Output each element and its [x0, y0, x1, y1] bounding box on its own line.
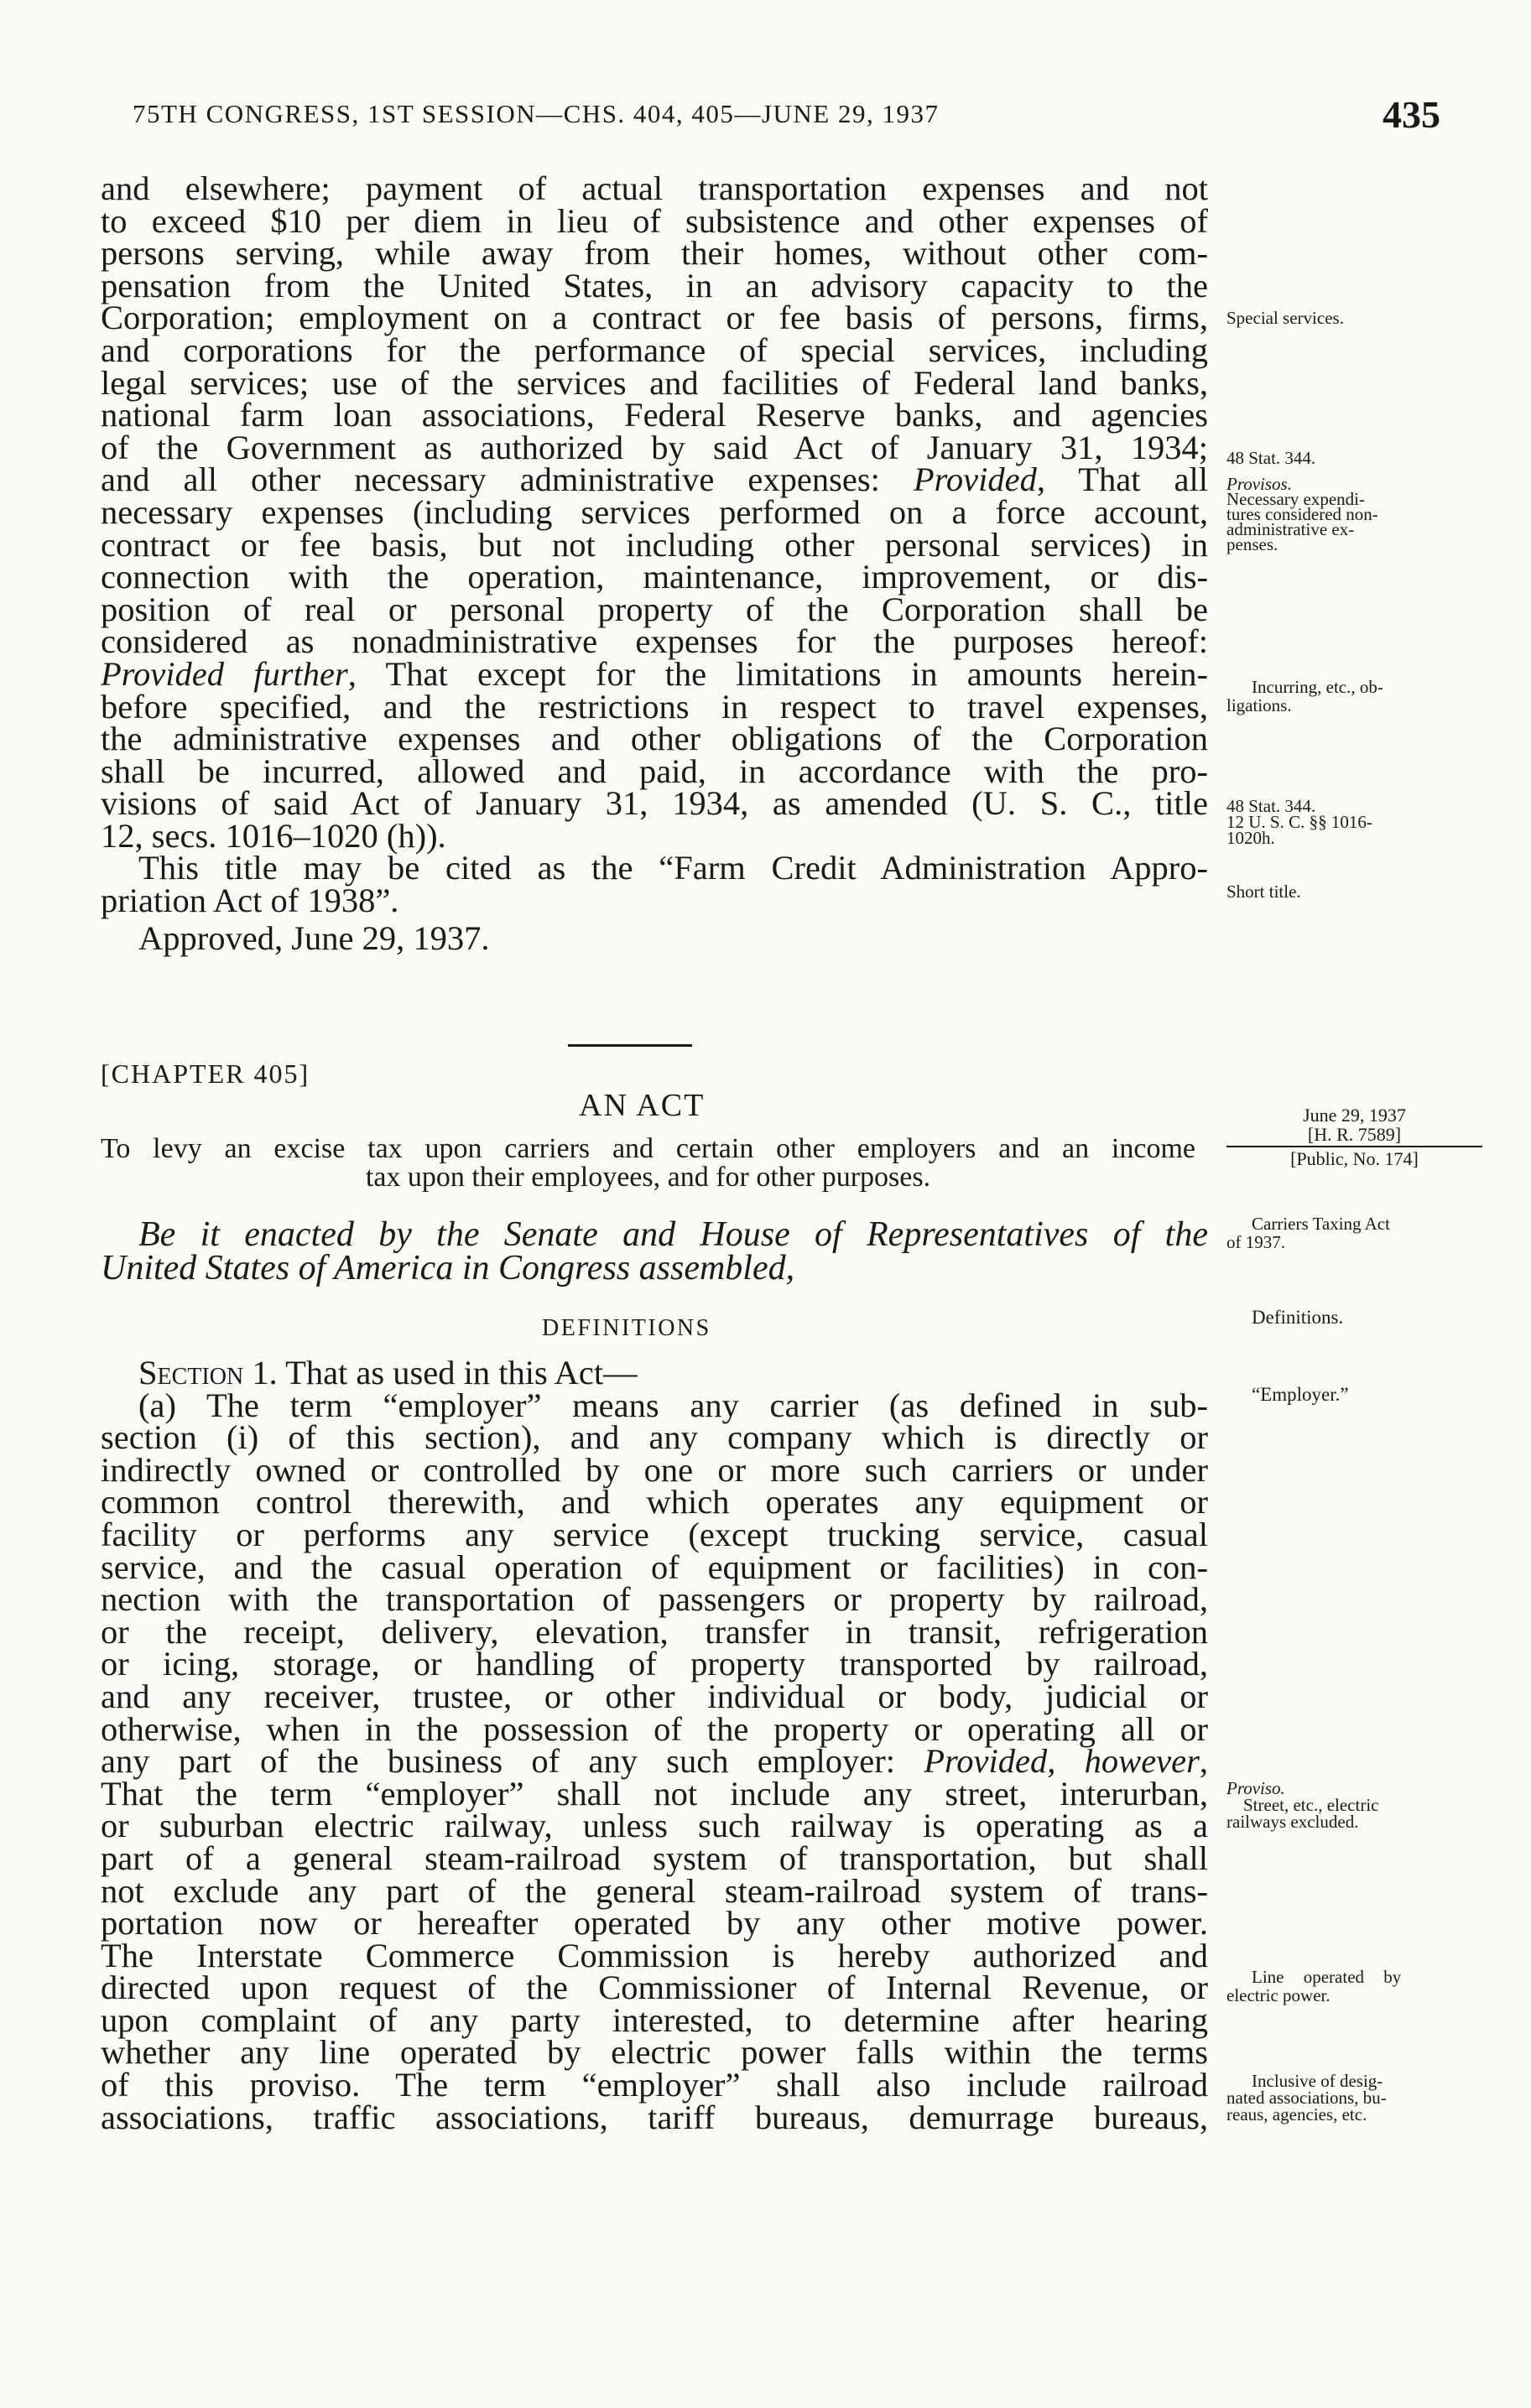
margin-text: penses.	[1226, 534, 1278, 554]
section-word: Section	[138, 1354, 244, 1391]
margin-text: Street, etc., electric	[1243, 1795, 1379, 1815]
text-line: priation Act of 1938”.	[101, 882, 399, 920]
text-line: pensation from the United States, in an advisory capacity to the	[101, 266, 1208, 304]
enacting-line: United States of America in Congress assembled,	[101, 1249, 795, 1287]
text-line: service, and the casual operation of equipment or facilities) in con-	[101, 1547, 1208, 1586]
text-line: to exceed $10 per diem in lieu of subsistence and other expenses of	[101, 201, 1208, 240]
text-line: before specified, and the restrictions in respect to travel expenses,	[101, 687, 1208, 726]
margin-text: administrative ex-	[1226, 519, 1355, 539]
margin-note-carriers-act	[1226, 1214, 1482, 1251]
margin-note-inclusive	[1226, 2073, 1482, 2123]
text-line: considered as nonadministrative expenses for the purposes hereof:	[101, 622, 1208, 661]
text-line: facility or performs any service (except trucking service, casual	[101, 1515, 1208, 1553]
text-line: the administrative expenses and other obligations of the Corporation	[101, 720, 1208, 758]
text-line: Corporation; employment on a contract or fee basis of persons, firms,	[101, 299, 1208, 337]
text-fragment: , That except for the limitations in amounts herein-	[347, 654, 1209, 693]
text-line: national farm loan associations, Federal Reserve banks, and agencies	[101, 396, 1208, 434]
public-law-number: [Public, No. 174]	[1290, 1148, 1419, 1169]
margin-text: Inclusive of desig-	[1252, 2071, 1383, 2091]
text-line: whether any line operated by electric power falls within the terms	[101, 2033, 1208, 2072]
text-line: directed upon request of the Commissioner of Internal Revenue, or	[101, 1969, 1208, 2007]
margin-note-citations	[1226, 798, 1482, 846]
italic-provided-however: Provided, however	[924, 1742, 1200, 1781]
text-line: common control therewith, and which operates any equipment or	[101, 1483, 1208, 1521]
margin-note-proviso	[1226, 1780, 1482, 1830]
text-fragment: any part of the business of any such employer:	[101, 1742, 924, 1781]
margin-text: ligations.	[1226, 695, 1292, 715]
text-line: part of a general steam-railroad system of transportation, but shall	[101, 1839, 1208, 1877]
text-line: connection with the operation, maintenance, improvement, or dis-	[101, 558, 1208, 596]
text-line-provided	[101, 460, 1208, 499]
margin-text: Carriers Taxing Act	[1252, 1214, 1390, 1234]
enacting-line: Be it enacted by the Senate and House of Representatives of the	[138, 1215, 1208, 1254]
margin-text: Necessary expendi-	[1226, 489, 1366, 509]
text-line: and corporations for the performance of special services, including	[101, 330, 1208, 369]
text-line: nection with the transportation of passengers or property by railroad,	[101, 1580, 1208, 1619]
margin-text: tures considered non-	[1226, 504, 1378, 524]
text-line: The Interstate Commerce Commission is hereby authorized and	[101, 1936, 1208, 1974]
margin-note-short-title	[1226, 882, 1482, 901]
text-line: visions of said Act of January 31, 1934, as amended (U. S. C., title	[101, 784, 1208, 823]
margin-text: of 1937.	[1226, 1232, 1285, 1252]
italic-provided: Provided	[913, 460, 1037, 499]
text-line-provided-however	[101, 1742, 1209, 1781]
margin-note-line-operated	[1226, 1968, 1482, 2005]
body-text-part2	[101, 1354, 1209, 2136]
text-line: necessary expenses (including services performed on a force account,	[101, 492, 1208, 531]
section-1-line	[101, 1354, 1208, 1391]
margin-text: Special services.	[1226, 308, 1344, 328]
running-title: 75TH CONGRESS, 1ST SESSION—CHS. 404, 405—JUNE 29, 1937	[133, 99, 940, 128]
margin-text: nated associations, bu-	[1226, 2088, 1387, 2108]
margin-text: 48 Stat. 344.	[1226, 448, 1316, 468]
long-title-line: tax upon their employees, and for other purposes.	[365, 1162, 931, 1193]
margin-text: 12 U. S. C. §§ 1016-	[1226, 812, 1372, 832]
text-line: shall be incurred, allowed and paid, in accordance with the pro-	[101, 752, 1208, 790]
margin-note-stat	[1226, 449, 1482, 467]
text-line: not exclude any part of the general steam-railroad system of trans-	[101, 1871, 1208, 1910]
bill-date: June 29, 1937	[1303, 1105, 1406, 1126]
text-line: otherwise, when in the possession of the property or operating all or	[101, 1709, 1208, 1748]
text-line: This title may be cited as the “Farm Credit Administration Appro-	[138, 849, 1208, 887]
margin-note-definitions	[1226, 1308, 1482, 1327]
text-fragment: ,	[1199, 1742, 1209, 1781]
margin-text: Incurring, etc., ob-	[1252, 677, 1383, 697]
margin-note-employer	[1226, 1386, 1482, 1404]
long-title-line: To levy an excise tax upon carriers and certain other employers and an income	[101, 1133, 1195, 1164]
bill-divider	[1226, 1146, 1482, 1147]
margin-text: Proviso.	[1226, 1778, 1285, 1798]
text-fragment: and all other necessary administrative expenses:	[101, 460, 914, 499]
margin-note-provisos	[1226, 476, 1482, 552]
an-act-heading: AN ACT	[579, 1088, 706, 1123]
margin-text: reaus, agencies, etc.	[1226, 2104, 1367, 2125]
section-divider	[568, 1044, 692, 1047]
margin-text: 1020h.	[1226, 828, 1275, 848]
enacting-clause	[101, 1215, 1208, 1287]
text-line-provided-further	[101, 654, 1209, 693]
text-line: or icing, storage, or handling of property transported by railroad,	[101, 1645, 1208, 1683]
margin-text: Line operated by	[1252, 1967, 1402, 1987]
text-line: and any receiver, trustee, or other individual or body, judicial or	[101, 1677, 1208, 1715]
text-line: legal services; use of the services and facilities of Federal land banks,	[101, 363, 1208, 402]
margin-text: railways excluded.	[1226, 1812, 1359, 1832]
text-line: persons serving, while away from their homes, without other com-	[101, 234, 1208, 273]
text-line: contract or fee basis, but not including other personal services) in	[101, 525, 1208, 564]
approved-line: Approved, June 29, 1937.	[138, 918, 490, 957]
margin-text: Short title.	[1226, 882, 1301, 902]
margin-note-incurring	[1226, 678, 1482, 715]
margin-text: electric power.	[1226, 1985, 1331, 2005]
text-line: of the Government as authorized by said Act of January 31, 1934;	[101, 428, 1208, 466]
text-line: or suburban electric railway, unless such railway is operating as a	[101, 1807, 1208, 1845]
text-line: upon complaint of any party interested, to determine after hearing	[101, 2000, 1208, 2039]
text-line: 12, secs. 1016–1020 (h)).	[101, 816, 446, 855]
text-line: of this proviso. The term “employer” shall also include railroad	[101, 2066, 1208, 2104]
text-line: indirectly owned or controlled by one or more such carriers or under	[101, 1450, 1208, 1489]
text-line: position of real or personal property of the Corporation shall be	[101, 590, 1208, 628]
chapter-label: [CHAPTER 405]	[101, 1058, 310, 1089]
text-line: and elsewhere; payment of actual transportation expenses and not	[101, 169, 1208, 207]
bill-identifier-block	[1226, 1105, 1482, 1168]
italic-provided-further: Provided further	[101, 654, 348, 693]
definitions-heading: DEFINITIONS	[542, 1315, 711, 1341]
text-line: section (i) of this section), and any company which is directly or	[101, 1418, 1208, 1457]
text-line: (a) The term “employer” means any carrier (as defined in sub-	[138, 1386, 1208, 1424]
margin-note-special-services	[1226, 309, 1482, 327]
text-line: That the term “employer” shall not include any street, interurban,	[101, 1774, 1208, 1813]
text-fragment: 1. That as used in this Act—	[243, 1354, 638, 1391]
margin-text: Provisos.	[1226, 474, 1292, 494]
text-fragment: , That all	[1036, 460, 1208, 499]
text-line: or the receipt, delivery, elevation, transfer in transit, refrigeration	[101, 1612, 1208, 1651]
page-number: 435	[1383, 93, 1440, 136]
body-text-part1	[101, 169, 1209, 957]
text-line: associations, traffic associations, tariff bureaus, demurrage bureaus,	[101, 2098, 1208, 2136]
text-line: portation now or hereafter operated by any other motive power.	[101, 1904, 1208, 1943]
page-header	[0, 92, 1531, 143]
margin-text: 48 Stat. 344.	[1226, 796, 1316, 816]
act-long-title	[101, 1135, 1195, 1192]
margin-text: Definitions.	[1252, 1307, 1344, 1328]
margin-text: “Employer.”	[1252, 1384, 1349, 1405]
bill-number: [H. R. 7589]	[1307, 1124, 1402, 1145]
